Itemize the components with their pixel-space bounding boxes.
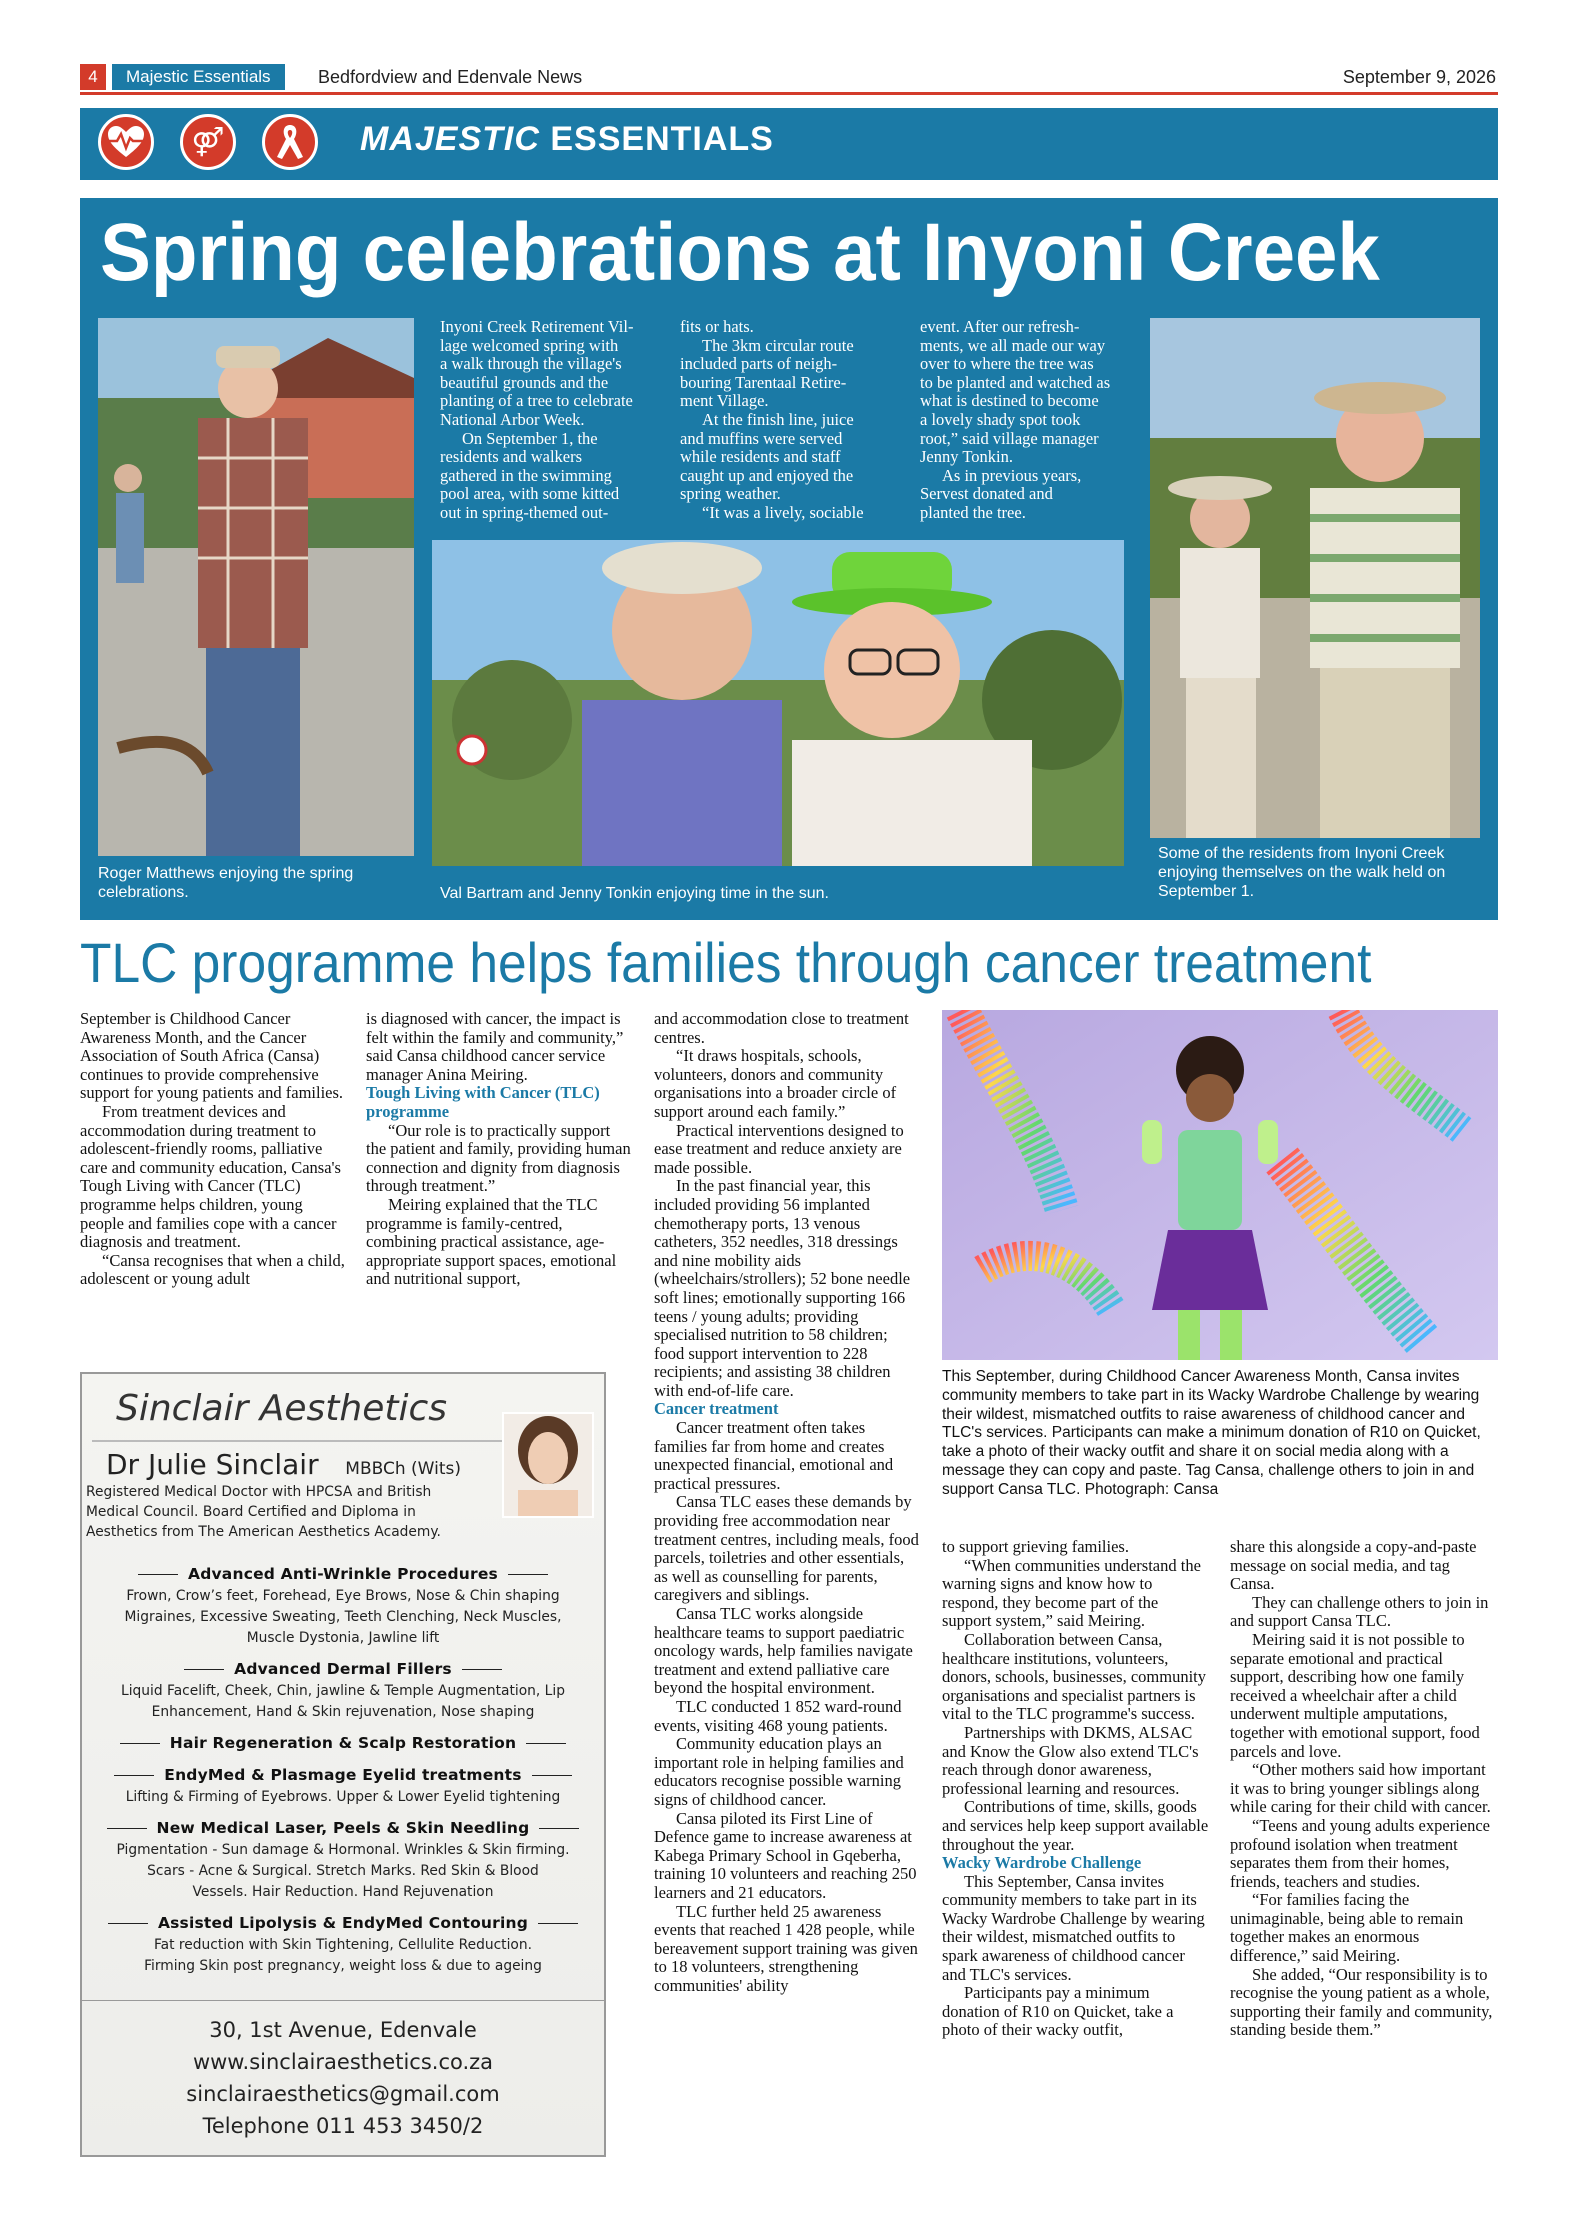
ad-service-line: Lifting & Firming of Eyebrows. Upper & Lower Eyelid tightening — [125, 1789, 561, 1805]
caption-roger: Roger Matthews enjoying the spring celebrations. — [98, 865, 354, 901]
story-paragraph: TLC further held 25 awareness events that reached 1 428 people, while bereavement support training was given to 18 volunteers, strengthening communities' ability — [654, 1901, 918, 1995]
ad-doctor-name: Dr Julie Sinclair MBBCh (Wits) — [106, 1448, 461, 1481]
ad-service-heading: New Medical Laser, Peels & Skin Needling — [82, 1816, 604, 1840]
feature-text-line: bouring Tarentaal Retire- — [680, 372, 847, 392]
story-paragraph: September is Childhood Cancer Awareness Month, and the Cancer Association of South Africa (Cansa) continues to provide comprehensive support for young patients and families. — [80, 1009, 344, 1103]
ad-service-heading: Advanced Dermal Fillers — [82, 1657, 604, 1681]
ad-services — [82, 1558, 604, 1977]
story-paragraph: In the past financial year, this included providing 56 implanted chemotherapy ports, 13 venous catheters, 352 needles, 318 dressings and nine mobility aids (wheelchairs/strollers); 52 bone needle soft lines; emotionally supporting 166 teens / young adults; providing specialised nutrition to 58 children; food support intervention to 228 recipients; and assisting 38 children with end-of-life care. — [654, 1176, 911, 1400]
story-paragraph: Contributions of time, skills, goods and services help keep support available throughout the year. — [942, 1797, 1209, 1854]
ad-service-heading: Assisted Lipolysis & EndyMed Contouring — [82, 1911, 604, 1935]
issue-date: September 9, 2026 — [1342, 67, 1496, 87]
ad-service-line: Enhancement, Hand & Skin rejuvenation, Nose shaping — [151, 1704, 535, 1720]
wacky-photo-caption: This September, during Childhood Cancer Awareness Month, Cansa invites community members to take part in its Wacky Wardrobe Challenge by wearing their wildest, mismatched outfits to raise awareness of childhood cancer and TLC's services. Participants can make a minimum donation of R10 on Quicket, take a photo of their wacky outfit and share it on social media along with a message they can copy and paste. Tag Cansa, challenge others to join in and support Cansa TLC. Photograph: Cansa — [942, 1368, 1481, 1498]
photo-wacky-wardrobe — [942, 1010, 1498, 1360]
story-column-3 — [654, 1010, 922, 1995]
caption-residents: Some of the residents from Inyoni Creek enjoying themselves on the walk held on September 1. — [1158, 845, 1446, 900]
ad-service-line: Vessels. Hair Reduction. Hand Rejuvenation — [192, 1884, 494, 1900]
story-paragraph: Participants pay a minimum donation of R10 on Quicket, take a photo of their wacky outfit, — [942, 1983, 1174, 2040]
story-paragraph: Community education plays an important role in helping families and educators recognise possible warning signs of childhood cancer. — [654, 1734, 904, 1809]
story-subheading: Cancer treatment — [654, 1399, 779, 1419]
ad-contact — [82, 2014, 604, 2142]
feature-text-line: “It was a lively, sociable — [702, 502, 864, 522]
feature-text-line: caught up and enjoyed the — [680, 465, 854, 485]
feature-column-1 — [440, 318, 660, 523]
feature-column-2 — [680, 318, 895, 523]
feature-text-line: root,” said village manager — [920, 428, 1099, 448]
ad-service-line: Migraines, Excessive Sweating, Teeth Clenching, Neck Muscles, — [124, 1609, 562, 1625]
feature-text-line: a lovely shady spot took — [920, 409, 1081, 429]
ad-credential-line: Registered Medical Doctor with HPCSA and British — [86, 1484, 432, 1500]
story-paragraph: Cansa TLC works alongside healthcare teams to support paediatric oncology wards, help families navigate treatment and extend palliative care beyond the hospital environment. — [654, 1604, 913, 1698]
feature-text-line: planted the tree. — [920, 502, 1026, 522]
awareness-ribbon-icon — [262, 114, 318, 170]
story-paragraph: “When communities understand the warning signs and know how to respond, they become part of the support system,” said Meiring. — [942, 1555, 1201, 1631]
feature-text-line: lage welcomed spring with — [440, 335, 619, 355]
feature-text-line: spring weather. — [680, 484, 781, 504]
feature-text-line: Inyoni Creek Retirement Vil- — [440, 317, 634, 336]
story-paragraph: “It draws hospitals, schools, volunteers, donors and community organisations into a broader circle of support around each family.” — [654, 1046, 897, 1121]
story-paragraph: Partnerships with DKMS, ALSAC and Know the Glow also extend TLC's reach through donor awareness, professional learning and resources. — [942, 1722, 1199, 1798]
story-paragraph: They can challenge others to join in and support Cansa TLC. — [1230, 1592, 1489, 1631]
story-paragraph: She added, “Our responsibility is to recognise the young patient as a whole, supporting their family and community, standing beside them.” — [1230, 1964, 1493, 2040]
story-column-1 — [80, 1010, 348, 1289]
story-column-2 — [366, 1010, 634, 1289]
feature-text-line: while residents and staff — [680, 447, 841, 467]
story-paragraph: to support grieving families. — [942, 1537, 1129, 1556]
photo-val-and-jenny — [432, 540, 1124, 866]
feature-text-line: a walk through the village's — [440, 354, 622, 374]
story-headline: TLC programme helps families through cancer treatment — [80, 931, 1372, 994]
story-subheading: Wacky Wardrobe Challenge — [942, 1853, 1142, 1873]
story-paragraph: share this alongside a copy-and-paste message on social media, and tag Cansa. — [1230, 1537, 1477, 1594]
ad-service-heading: Hair Regeneration & Scalp Restoration — [82, 1731, 604, 1755]
feature-text-line: ments, we all made our way — [920, 335, 1106, 355]
ad-service-line: Muscle Dystonia, Jawline lift — [246, 1630, 440, 1646]
story-paragraph: Collaboration between Cansa, healthcare institutions, volunteers, donors, schools, businesses, community organisations and specialist partners is vital to the TLC programme's success. — [942, 1629, 1206, 1724]
feature-headline: Spring celebrations at Inyoni Creek — [100, 207, 1380, 298]
doctor-portrait — [502, 1412, 594, 1518]
feature-text-line: included parts of neigh- — [680, 354, 838, 374]
ad-service-line: Firming Skin post pregnancy, weight loss & due to ageing — [144, 1958, 542, 1974]
ad-credential-line: Aesthetics from The American Aesthetics Academy. — [86, 1524, 441, 1540]
section-tag: Majestic Essentials — [112, 64, 285, 90]
story-paragraph: TLC conducted 1 852 ward-round events, visiting 468 young patients. — [654, 1696, 902, 1735]
story-column-4 — [942, 1538, 1210, 2040]
ad-brand: Sinclair Aesthetics — [116, 1388, 448, 1429]
story-paragraph: “Our role is to practically support the patient and family, providing human connection and dignity from diagnosis through treatment.” — [366, 1120, 631, 1196]
feature-text-line: National Arbor Week. — [440, 409, 585, 429]
ad-service-line: Liquid Facelift, Cheek, Chin, jawline & Temple Augmentation, Lip — [121, 1683, 565, 1699]
feature-text-line: On September 1, the — [462, 428, 598, 448]
story-paragraph: Meiring explained that the TLC programme is family-centred, combining practical assistance, age-appropriate support spaces, emotional and nutritional support, — [366, 1194, 617, 1289]
photo-residents-walk — [1150, 318, 1480, 838]
ad-service-heading: EndyMed & Plasmage Eyelid treatments — [82, 1763, 604, 1787]
feature-text-line: and muffins were served — [680, 428, 843, 448]
story-paragraph: Cansa piloted its First Line of Defence game to increase awareness at Kabega Primary School in Gqeberha, training 10 volunteers and reaching 250 learners and 21 educators. — [654, 1808, 917, 1902]
feature-text-line: planting of a tree to celebrate — [440, 391, 633, 411]
story-paragraph: Cancer treatment often takes families far from home and creates unexpected financial, emotional and practical pressures. — [654, 1418, 894, 1493]
heartbeat-icon — [98, 114, 154, 170]
ad-service-line: Pigmentation - Sun damage & Hormonal. Wrinkles & Skin firming. — [116, 1842, 570, 1858]
ad-credentials — [86, 1482, 506, 1542]
publication-name: Bedfordview and Edenvale News — [318, 67, 583, 87]
section-banner-title: MAJESTIC ESSENTIALS — [360, 120, 774, 158]
feature-text-line: Servest donated and — [920, 484, 1053, 504]
ad-service-line: Fat reduction with Skin Tightening, Cellulite Reduction. — [154, 1937, 532, 1953]
sinclair-aesthetics-ad — [80, 1372, 606, 2157]
ad-service-heading: Advanced Anti-Wrinkle Procedures — [82, 1562, 604, 1586]
feature-text-line: fits or hats. — [680, 317, 754, 336]
ad-service-line: Frown, Crow’s feet, Forehead, Eye Brows, Nose & Chin shaping — [126, 1588, 560, 1604]
story-paragraph: This September, Cansa invites community members to take part in its Wacky Wardrobe Challenge by wearing their wildest, mismatched outfits to spark awareness of childhood cancer and TLC's services. — [942, 1871, 1205, 1984]
story-paragraph: From treatment devices and accommodation during treatment to adolescent-friendly rooms, palliative care and community education, Cansa's Tough Living with Cancer (TLC) programme helps children, young people and families cope with a cancer diagnosis and treatment. — [80, 1101, 341, 1252]
ad-credential-line: Medical Council. Board Certified and Diploma in — [86, 1504, 416, 1520]
feature-text-line: At the finish line, juice — [702, 409, 854, 429]
story-paragraph: Cansa TLC eases these demands by providing free accommodation near treatment centres, including meals, food parcels, toiletries and other essentials, as well as counselling for parents, caregivers and siblings. — [654, 1492, 919, 1605]
feature-text-line: out in spring-themed out- — [440, 502, 609, 522]
story-paragraph: and accommodation close to treatment centres. — [654, 1009, 909, 1047]
feature-text-line: over to where the tree was — [920, 354, 1094, 374]
caption-val-jenny: Val Bartram and Jenny Tonkin enjoying time in the sun. — [440, 885, 829, 902]
page-number: 4 — [80, 64, 106, 90]
feature-text-line: gathered in the swimming — [440, 465, 612, 485]
story-paragraph: “Cansa recognises that when a child, adolescent or young adult — [80, 1250, 345, 1289]
feature-text-line: residents and walkers — [440, 447, 583, 467]
ad-email[interactable]: sinclairaesthetics@gmail.com — [186, 2082, 500, 2106]
ad-divider — [82, 2000, 604, 2001]
ad-phone: Telephone 011 453 3450/2 — [202, 2114, 484, 2138]
feature-text-line: what is destined to become — [920, 391, 1099, 411]
story-paragraph: “Other mothers said how important it was to bring younger siblings along while caring for their child with cancer. — [1230, 1760, 1491, 1817]
feature-text-line: As in previous years, — [942, 465, 1082, 485]
gender-symbols-icon: ⚤ — [180, 114, 236, 170]
photo-roger-matthews — [98, 318, 414, 856]
story-paragraph: Practical interventions designed to ease treatment and reduce anxiety are made possible. — [654, 1120, 904, 1177]
story-paragraph: Meiring said it is not possible to separate emotional and practical support, describing how one family received a wheelchair after a child underwent multiple amputations, together with emotional support, food parcels and love. — [1230, 1629, 1480, 1761]
header-rule — [80, 92, 1498, 95]
feature-text-line: The 3km circular route — [702, 335, 854, 355]
feature-text-line: ment Village. — [680, 391, 769, 411]
feature-text-line: to be planted and watched as — [920, 372, 1111, 392]
story-subheading: Tough Living with Cancer (TLC) programme — [366, 1083, 600, 1121]
feature-text-line: pool area, with some kitted — [440, 484, 620, 504]
feature-text-line: event. After our refresh- — [920, 317, 1080, 336]
story-column-5 — [1230, 1538, 1498, 2040]
ad-website[interactable]: www.sinclairaesthetics.co.za — [192, 2050, 494, 2074]
ad-address: 30, 1st Avenue, Edenvale — [209, 2018, 477, 2042]
story-paragraph: “Teens and young adults experience profound isolation when treatment separates them from their homes, friends, teachers and studies. — [1230, 1815, 1491, 1891]
feature-column-3 — [920, 318, 1135, 523]
story-paragraph: “For families facing the unimaginable, being able to remain together makes an enormous difference,” said Meiring. — [1230, 1890, 1464, 1966]
feature-text-line: Jenny Tonkin. — [920, 447, 1013, 467]
ad-service-line: Scars - Acne & Surgical. Stretch Marks. Red Skin & Blood — [147, 1863, 539, 1879]
feature-text-line: beautiful grounds and the — [440, 372, 609, 392]
story-paragraph: is diagnosed with cancer, the impact is felt within the family and community,” said Cansa childhood cancer service manager Anina Meiring. — [366, 1009, 624, 1084]
